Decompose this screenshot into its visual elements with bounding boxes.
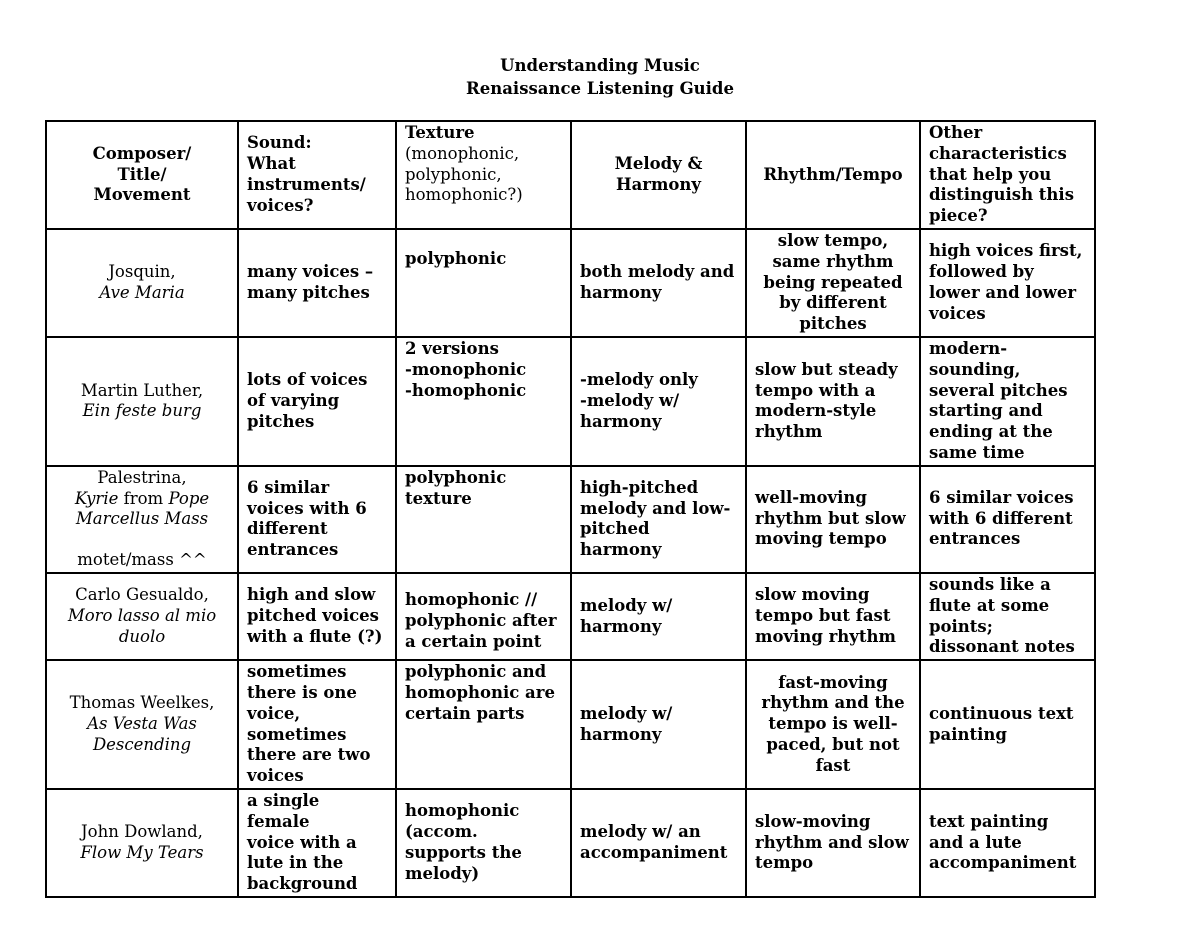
title-line-2: Renaissance Listening Guide (466, 79, 734, 98)
table-row (46, 789, 1095, 897)
sound-cell: 6 similar voices with 6 different entrances (238, 466, 396, 573)
composer-cell: Thomas Weelkes, As Vesta Was Descending (46, 660, 238, 789)
texture-cell: polyphonic and homophonic are certain parts (396, 660, 571, 789)
texture-cell: homophonic (accom. supports the melody) (396, 789, 571, 897)
sound-cell: many voices – many pitches (238, 229, 396, 337)
texture-cell: 2 versions -monophonic -homophonic (396, 337, 571, 466)
composer-cell: Martin Luther, Ein feste burg (46, 337, 238, 466)
sound-cell: sometimes there is one voice, sometimes there are two voices (238, 660, 396, 789)
table-row (46, 337, 1095, 466)
header-composer: Composer/ Title/ Movement (46, 121, 238, 229)
rhythm-cell: well-moving rhythm but slow moving tempo (746, 466, 920, 573)
rhythm-cell: slow tempo, same rhythm being repeated by different pitches (746, 229, 920, 337)
composer-cell: Carlo Gesualdo, Moro lasso al mio duolo (46, 573, 238, 660)
document-title (0, 54, 1200, 100)
sound-cell: high and slow pitched voices with a flute (?) (238, 573, 396, 660)
sound-cell: a single female voice with a lute in the background (238, 789, 396, 897)
header-row (46, 121, 1095, 229)
melody-cell: high-pitched melody and low- pitched harmony (571, 466, 746, 573)
melody-cell: melody w/ harmony (571, 573, 746, 660)
other-cell: high voices first, followed by lower and lower voices (920, 229, 1095, 337)
melody-cell: melody w/ harmony (571, 660, 746, 789)
composer-cell: John Dowland, Flow My Tears (46, 789, 238, 897)
composer-cell: Josquin, Ave Maria (46, 229, 238, 337)
table-row (46, 573, 1095, 660)
listening-guide-table (45, 120, 1096, 898)
table-row (46, 466, 1095, 573)
movement-note: motet/mass ^^ (77, 550, 207, 570)
rhythm-cell: slow-moving rhythm and slow tempo (746, 789, 920, 897)
header-texture: Texture (monophonic, polyphonic, homophonic?) (396, 121, 571, 229)
sound-cell: lots of voices of varying pitches (238, 337, 396, 466)
texture-cell: homophonic // polyphonic after a certain point (396, 573, 571, 660)
rhythm-cell: fast-moving rhythm and the tempo is well- paced, but not fast (746, 660, 920, 789)
melody-cell: melody w/ an accompaniment (571, 789, 746, 897)
melody-cell: both melody and harmony (571, 229, 746, 337)
other-cell: 6 similar voices with 6 different entrances (920, 466, 1095, 573)
other-cell: sounds like a flute at some points; dissonant notes (920, 573, 1095, 660)
rhythm-cell: slow but steady tempo with a modern-style rhythm (746, 337, 920, 466)
melody-cell: -melody only -melody w/ harmony (571, 337, 746, 466)
other-cell: text painting and a lute accompaniment (920, 789, 1095, 897)
header-melody: Melody & Harmony (571, 121, 746, 229)
rhythm-cell: slow moving tempo but fast moving rhythm (746, 573, 920, 660)
table-row (46, 229, 1095, 337)
composer-cell: Palestrina, Kyrie from Pope Marcellus Mass motet/mass ^^ (46, 466, 238, 573)
title-line-1: Understanding Music (500, 56, 700, 75)
other-cell: modern- sounding, several pitches starting and ending at the same time (920, 337, 1095, 466)
texture-cell: polyphonic (396, 229, 571, 337)
table-row (46, 660, 1095, 789)
header-other: Other characteristics that help you distinguish this piece? (920, 121, 1095, 229)
header-sound: Sound: What instruments/ voices? (238, 121, 396, 229)
other-cell: continuous text painting (920, 660, 1095, 789)
header-rhythm: Rhythm/Tempo (746, 121, 920, 229)
texture-cell: polyphonic texture (396, 466, 571, 573)
